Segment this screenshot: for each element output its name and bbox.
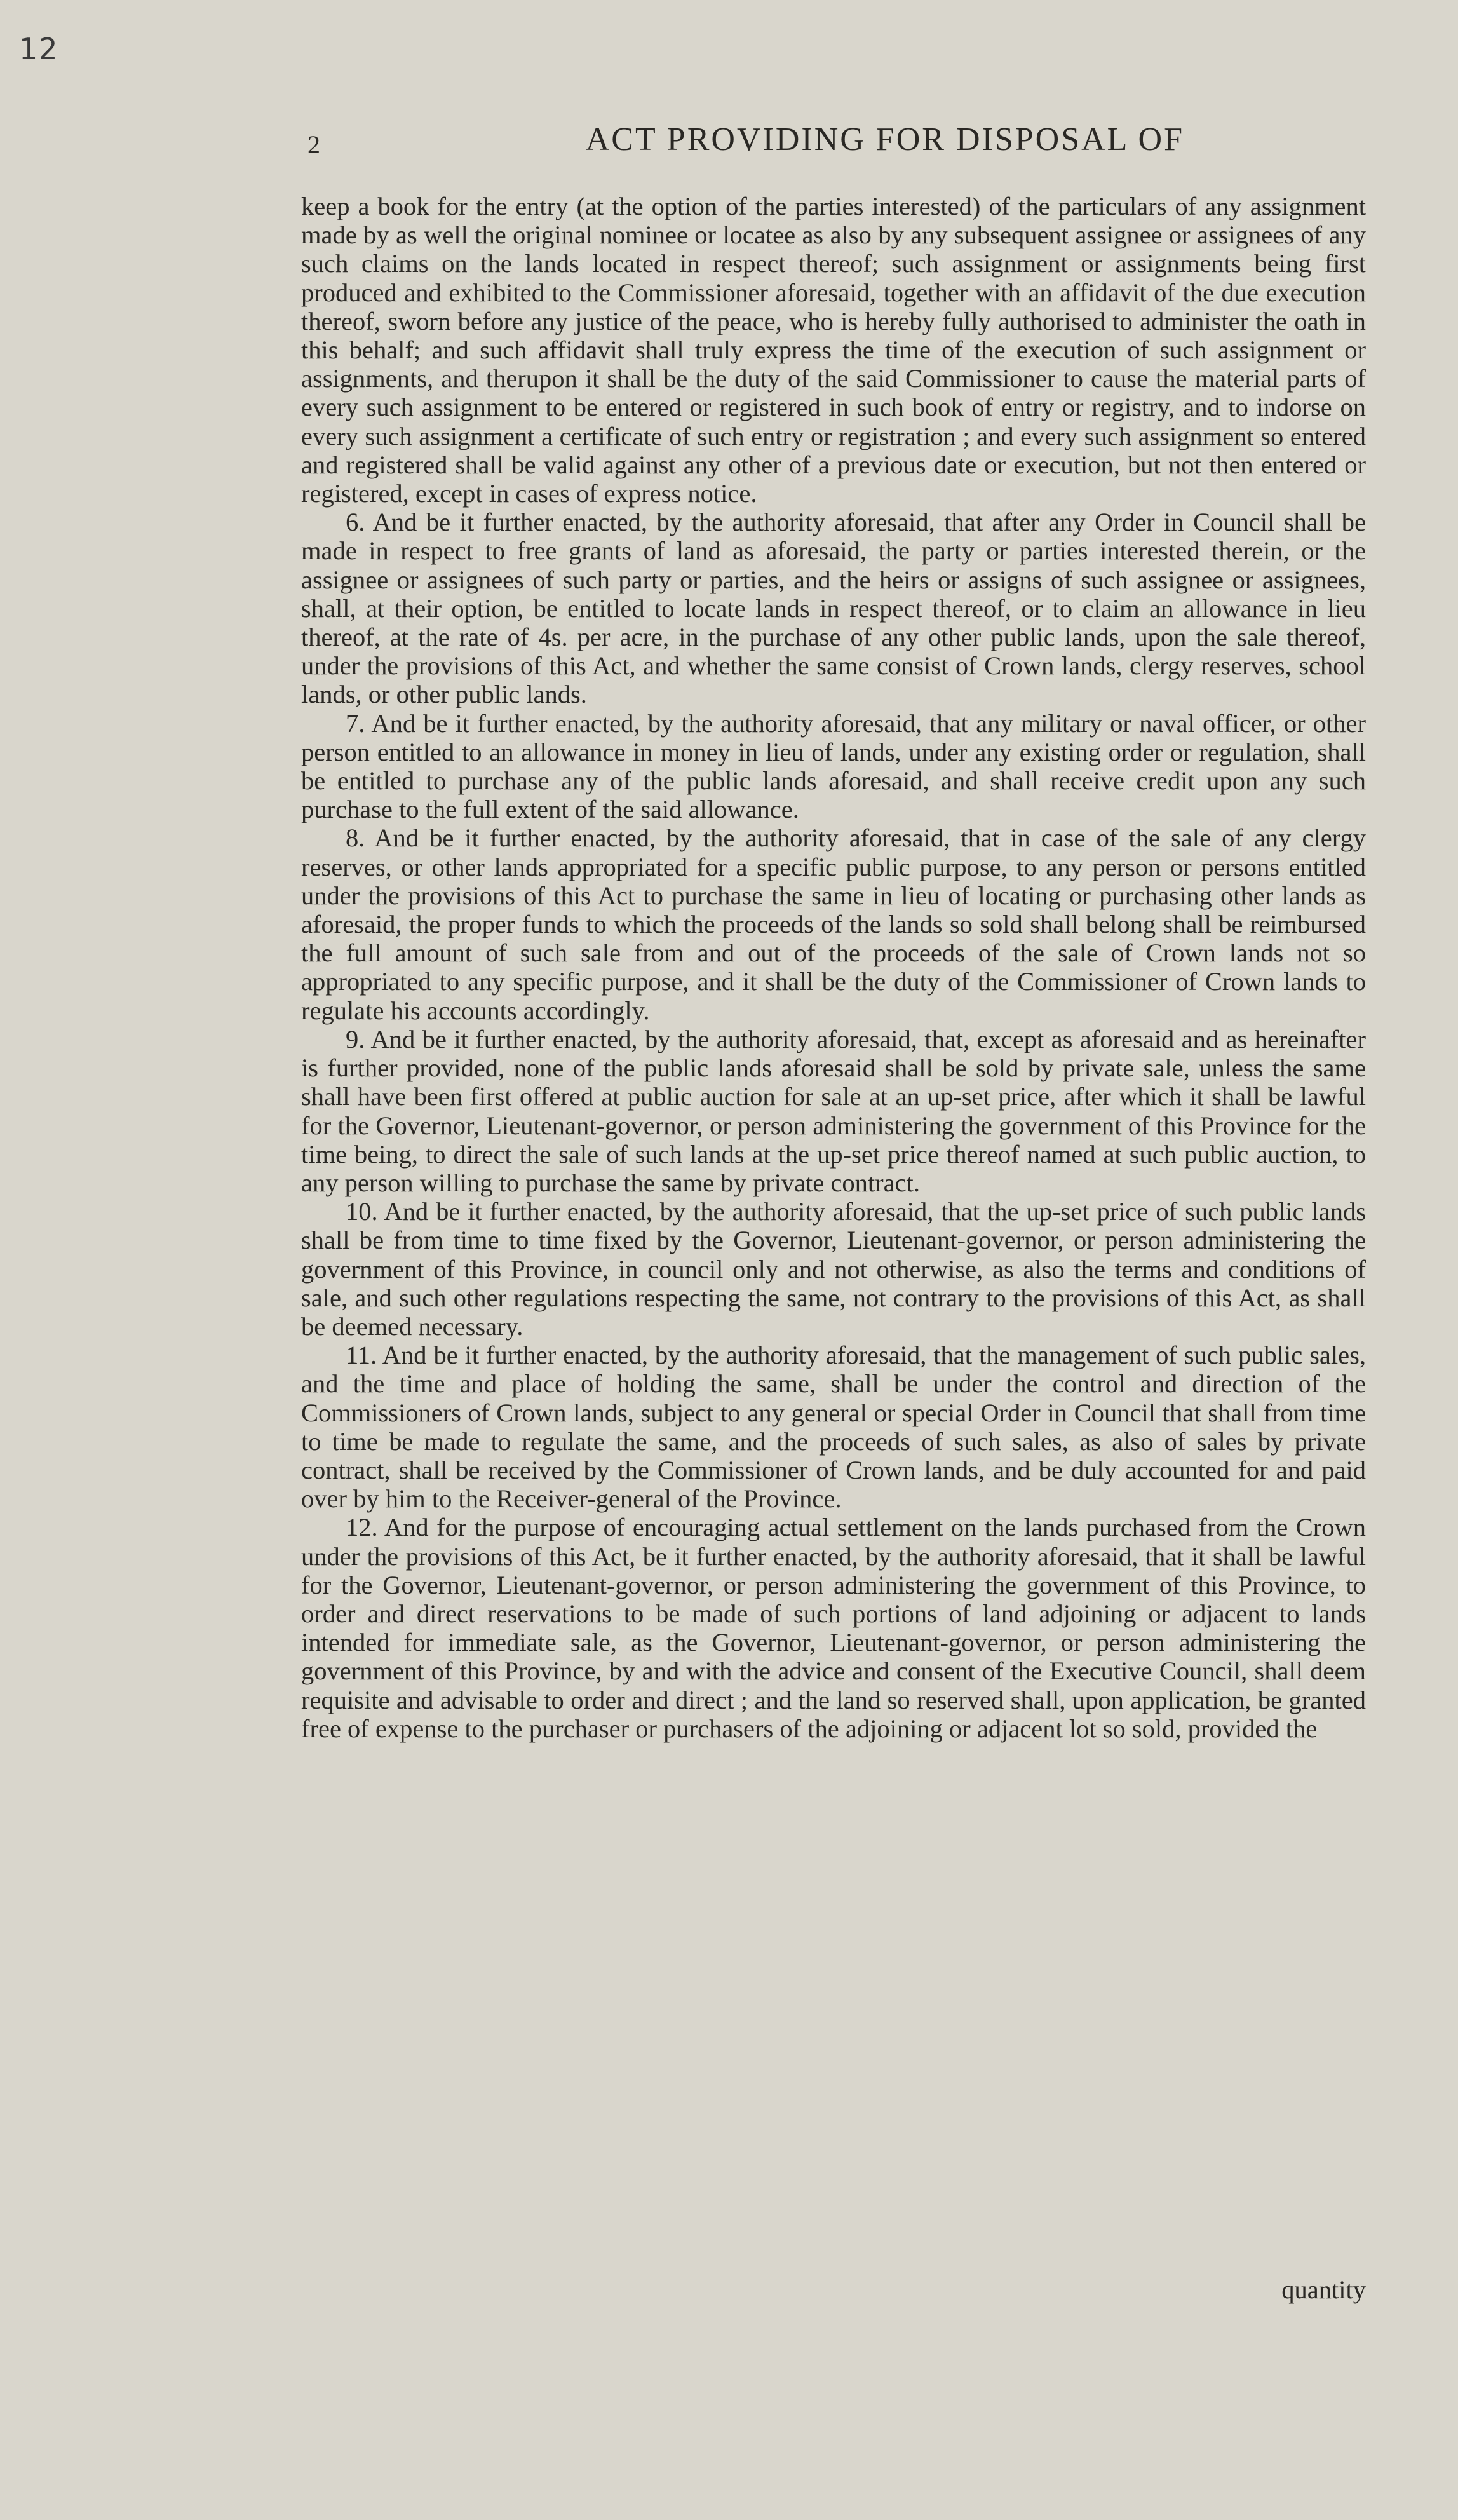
body-text <box>301 192 1366 1743</box>
running-head <box>301 121 1366 165</box>
page-number: 2 <box>307 130 320 159</box>
section-6: 6. And be it further enacted, by the authority aforesaid, that after any Order in Council shall be made in respect to free grants of land as aforesaid, the party or parties interested therein, or the assignee or assignees of such party or parties, and the heirs or assigns of such assignee or assignees, shall, at their option, be entitled to locate lands in respect thereof, or to claim an allowance in lieu thereof, at the rate of 4s. per acre, in the purchase of any other public lands, upon the sale thereof, under the provisions of this Act, and whether the same consist of Crown lands, clergy reserves, school lands, or other public lands. <box>301 508 1366 709</box>
section-10: 10. And be it further enacted, by the authority aforesaid, that the up-set price of such public lands shall be from time to time fixed by the Governor, Lieutenant-governor, or person administering the government of this Province, in council only and not otherwise, as also the terms and conditions of sale, and such other regulations respecting the same, not contrary to the provisions of this Act, as shall be deemed necessary. <box>301 1197 1366 1341</box>
section-9: 9. And be it further enacted, by the authority aforesaid, that, except as aforesaid and as hereinafter is further provided, none of the public lands aforesaid shall be sold by private sale, unless the same shall have been first offered at public auction for sale at an up-set price, after which it shall be lawful for the Governor, Lieutenant-governor, or person administering the government of this Province for the time being, to direct the sale of such lands at the up-set price thereof named at such public auction, to any person willing to purchase the same by private contract. <box>301 1024 1366 1197</box>
page-title: ACT PROVIDING FOR DISPOSAL OF <box>585 121 1184 158</box>
section-8: 8. And be it further enacted, by the authority aforesaid, that in case of the sale of any clergy reserves, or other lands appropriated for a specific public purpose, to any person or persons entitled under the provisions of this Act to purchase the same in lieu of locating or purchasing other lands as aforesaid, the proper funds to which the proceeds of the lands so sold shall belong shall be reimbursed the full amount of such sale from and out of the proceeds of the sale of Crown lands not so appropriated to any specific purpose, and it shall be the duty of the Commissioner of Crown lands to regulate his accounts accordingly. <box>301 823 1366 1025</box>
scan-page-number: 12 <box>19 32 59 66</box>
section-12: 12. And for the purpose of encouraging actual settlement on the lands purchased from the Crown under the provisions of this Act, be it further enacted, by the authority aforesaid, that it shall be lawful for the Governor, Lieutenant-governor, or person administering the government of this Province, to order and direct reservations to be made of such portions of land adjoining or adjacent to lands intended for immediate sale, as the Governor, Lieutenant-governor, or person administering the government of this Province, by and with the advice and consent of the Executive Council, shall deem requisite and advisable to order and direct ; and the land so reserved shall, upon application, be granted free of expense to the purchaser or purchasers of the adjoining or adjacent lot so sold, provided the <box>301 1513 1366 1743</box>
paragraph-continuation: keep a book for the entry (at the option of the parties interested) of the particulars of any assignment made by as well the original nominee or locatee as also by any subsequent assignee or assignees of any such claims on the lands located in respect thereof; such assignment or assignments being first produced and exhibited to the Commissioner aforesaid, together with an affidavit of the due execution thereof, sworn before any justice of the peace, who is hereby fully authorised to administer the oath in this behalf; and such affidavit shall truly express the time of the execution of such assignment or assignments, and therupon it shall be the duty of the said Commissioner to cause the material parts of every such assignment to be entered or registered in such book of entry or registry, and to indorse on every such assignment a certificate of such entry or registration ; and every such assignment so entered and registered shall be valid against any other of a previous date or execution, but not then entered or registered, except in cases of express notice. <box>301 192 1366 508</box>
section-11: 11. And be it further enacted, by the authority aforesaid, that the management of such public sales, and the time and place of holding the same, shall be under the control and direction of the Commissioners of Crown lands, subject to any general or special Order in Council that shall from time to time be made to regulate the same, and the proceeds of such sales, as also of sales by private contract, shall be received by the Commissioner of Crown lands, and be duly accounted for and paid over by him to the Receiver-general of the Province. <box>301 1341 1366 1514</box>
catchword: quantity <box>1281 2275 1366 2304</box>
section-7: 7. And be it further enacted, by the authority aforesaid, that any military or naval officer, or other person entitled to an allowance in money in lieu of lands, under any existing order or regulation, shall be entitled to purchase any of the public lands aforesaid, and shall receive credit upon any such purchase to the full extent of the said allowance. <box>301 708 1366 824</box>
